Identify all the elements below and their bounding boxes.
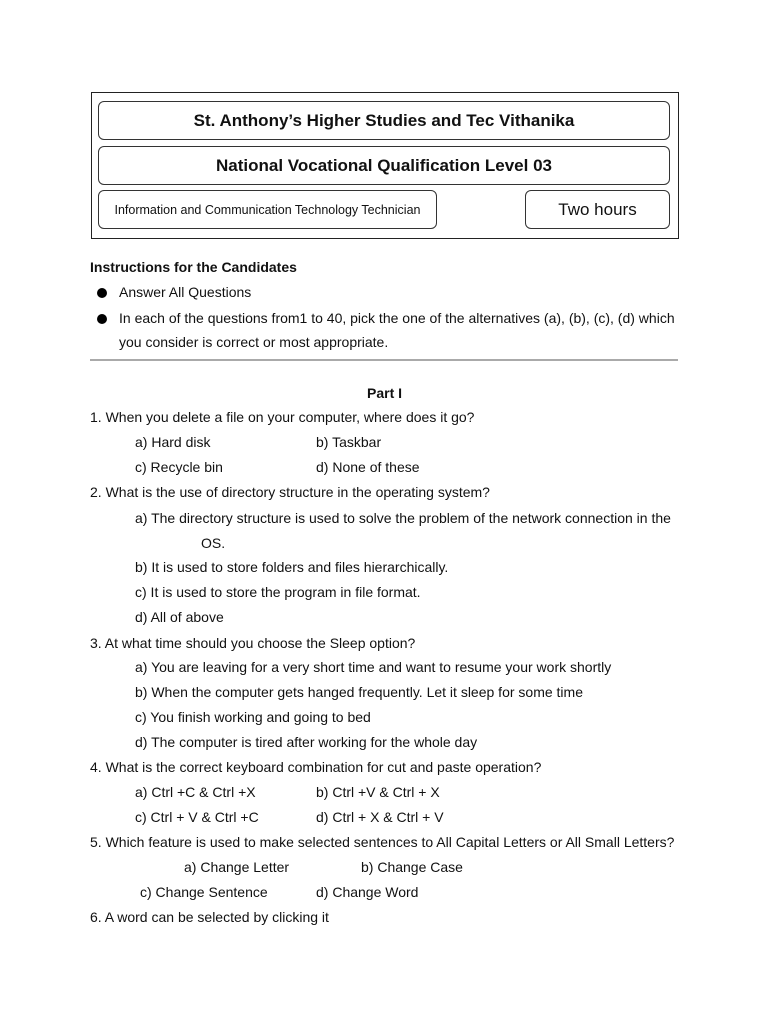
question-text: 4. What is the correct keyboard combination for cut and paste operation? (90, 759, 542, 775)
instruction-item: you consider is correct or most appropriate. (119, 334, 389, 350)
part-title: Part I (367, 385, 403, 401)
question-text: 3. At what time should you choose the Sleep option? (90, 635, 416, 651)
instruction-item: In each of the questions from1 to 40, pick the one of the alternatives (a), (b), (c), (d) which (119, 310, 675, 326)
question-option: b) When the computer gets hanged frequently. Let it sleep for some time (135, 684, 583, 700)
bullet-icon (97, 288, 107, 298)
divider (90, 359, 678, 361)
question-option: a) You are leaving for a very short time and want to resume your work shortly (135, 659, 612, 675)
qualification-title: National Vocational Qualification Level 03 (98, 146, 670, 185)
question-text: 5. Which feature is used to make selected sentences to All Capital Letters or All Small Letters? (90, 834, 675, 850)
question-option: d) Change Word (316, 884, 419, 900)
question-option: b) Taskbar (316, 434, 382, 450)
question-option: b) Ctrl +V & Ctrl + X (316, 784, 440, 800)
question-option: OS. (201, 535, 226, 551)
question-option: a) The directory structure is used to solve the problem of the network connection in the (135, 510, 671, 526)
question-option: c) Change Sentence (140, 884, 268, 900)
question-text: 2. What is the use of directory structure in the operating system? (90, 484, 490, 500)
question-option: a) Ctrl +C & Ctrl +X (135, 784, 256, 800)
question-option: d) All of above (135, 609, 224, 625)
bullet-icon (97, 314, 107, 324)
school-name: St. Anthony’s Higher Studies and Tec Vithanika (98, 101, 670, 140)
question-option: c) It is used to store the program in file format. (135, 584, 421, 600)
question-option: b) It is used to store folders and files hierarchically. (135, 559, 449, 575)
question-option: c) Recycle bin (135, 459, 223, 475)
question-option: b) Change Case (361, 859, 463, 875)
course-name: Information and Communication Technology Technician (98, 190, 437, 229)
question-option: a) Hard disk (135, 434, 211, 450)
header-frame (91, 92, 679, 239)
question-option: d) The computer is tired after working for the whole day (135, 734, 478, 750)
question-option: d) None of these (316, 459, 420, 475)
question-option: a) Change Letter (184, 859, 290, 875)
instructions-title: Instructions for the Candidates (90, 259, 297, 275)
question-option: d) Ctrl + X & Ctrl + V (316, 809, 444, 825)
question-option: c) You finish working and going to bed (135, 709, 371, 725)
question-text: 1. When you delete a file on your computer, where does it go? (90, 409, 475, 425)
instruction-item: Answer All Questions (119, 284, 252, 300)
exam-duration: Two hours (525, 190, 670, 229)
question-text: 6. A word can be selected by clicking it (90, 909, 329, 925)
question-option: c) Ctrl + V & Ctrl +C (135, 809, 259, 825)
